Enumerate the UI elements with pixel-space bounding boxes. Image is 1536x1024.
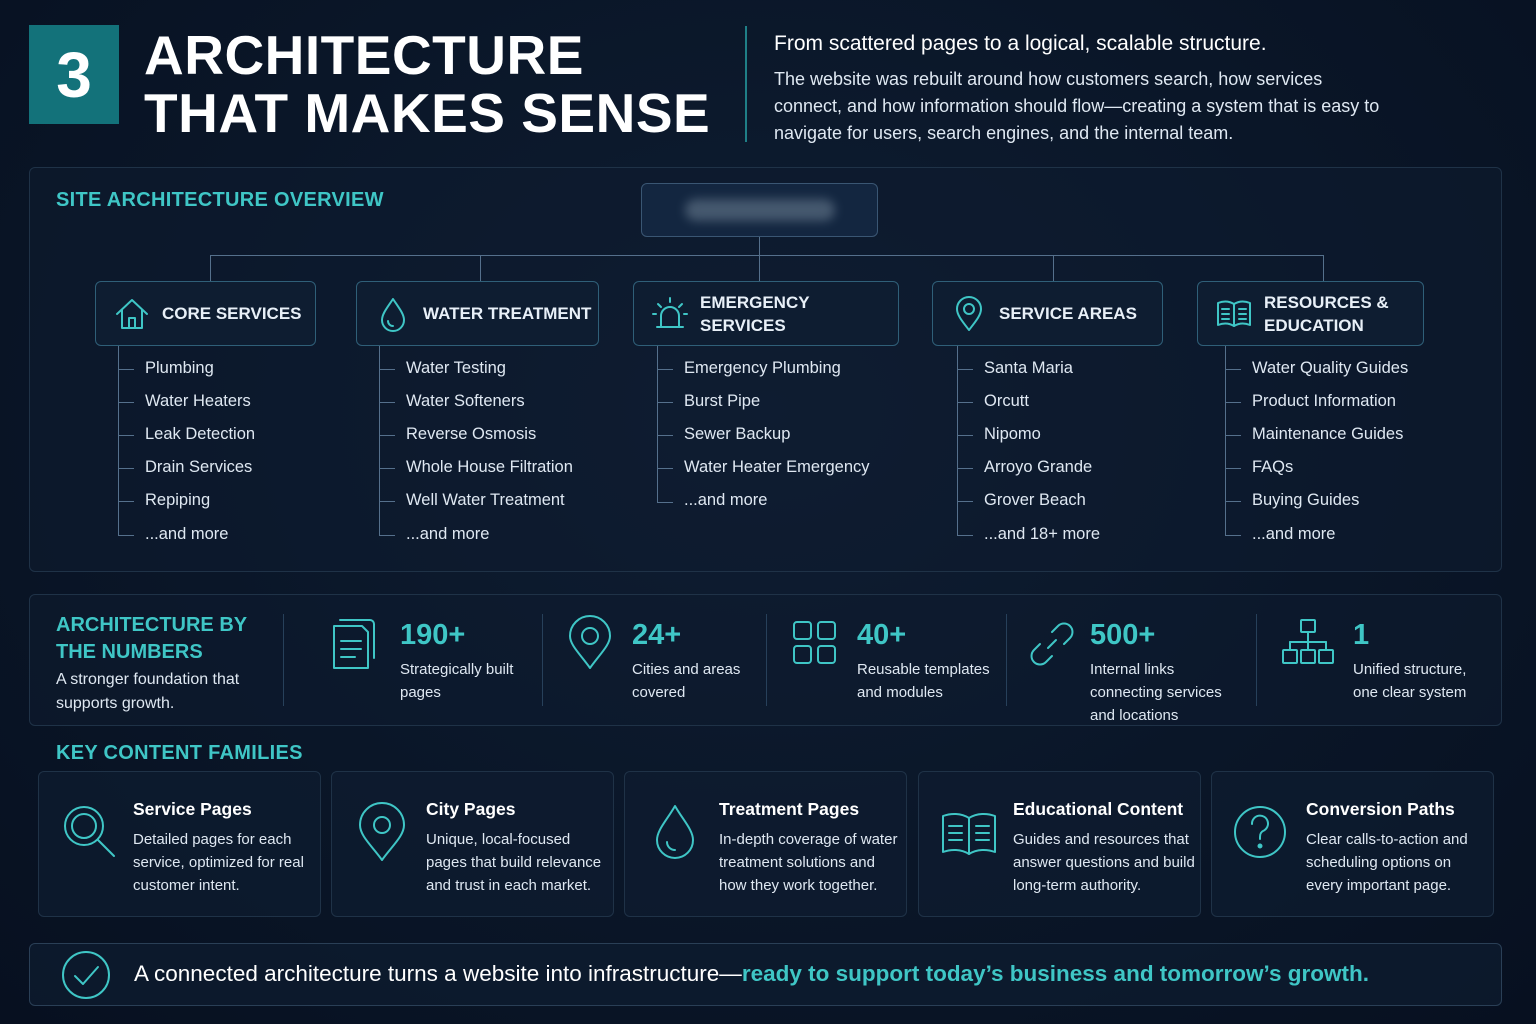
tree-item: Buying Guides	[1252, 491, 1360, 509]
water-drop-icon	[373, 294, 413, 334]
card-description: Guides and resources that answer questions and build long-term authority.	[1013, 831, 1195, 894]
stat-label: Internal links connecting services and locations	[1090, 661, 1222, 724]
tree-tick	[118, 535, 134, 536]
tree-tick	[957, 501, 973, 502]
stat-divider	[542, 614, 543, 706]
page-title: ARCHITECTURE THAT MAKES SENSE	[144, 24, 711, 144]
tree-item: Burst Pipe	[684, 392, 761, 410]
branch-drop-1	[210, 255, 211, 281]
branch-drop-3	[759, 255, 760, 281]
category-core-services	[95, 281, 316, 346]
footer-statement	[134, 961, 1369, 987]
tree-tick	[657, 402, 673, 403]
water-drop-icon	[645, 800, 705, 864]
category-label: WATER TREATMENT	[423, 304, 592, 323]
tree-item: Product Information	[1252, 392, 1396, 410]
card-title: Service Pages	[133, 799, 252, 819]
stat-value: 500+	[1090, 619, 1156, 651]
magnifier-icon	[59, 800, 119, 864]
tree-tick	[118, 402, 134, 403]
grid-icon	[788, 614, 844, 672]
family-card-educational-content	[918, 771, 1201, 917]
stat-divider	[283, 614, 284, 706]
tree-tick	[1225, 501, 1241, 502]
tree-tick	[379, 435, 395, 436]
families-title: KEY CONTENT FAMILIES	[56, 742, 303, 764]
family-card-conversion-paths	[1211, 771, 1494, 917]
map-pin-icon	[562, 614, 618, 672]
tree-line-treatment	[379, 346, 380, 536]
tree-item: Water Softeners	[406, 392, 525, 410]
tree-tick	[1225, 435, 1241, 436]
blurred-logo	[685, 199, 835, 221]
stat-label: Unified structure, one clear system	[1353, 661, 1467, 701]
stat-value: 1	[1353, 619, 1370, 651]
check-circle-icon	[60, 949, 112, 1001]
sitemap-icon	[1280, 614, 1336, 672]
map-pin-icon	[949, 294, 989, 334]
document-stack-icon	[328, 614, 384, 672]
tree-tick	[118, 369, 134, 370]
tree-tick	[957, 468, 973, 469]
tree-item: Water Testing	[406, 359, 506, 377]
numbers-subtitle: A stronger foundation that supports growth.	[56, 671, 240, 712]
stat-value: 190+	[400, 619, 466, 651]
category-service-areas	[932, 281, 1163, 346]
family-card-city-pages	[331, 771, 614, 917]
branch-drop-5	[1323, 255, 1324, 281]
intro-body: The website was rebuilt around how customers search, how services connect, and how information should flow—creating a system that is easy to navigate for users, search engines, and the internal team.	[774, 69, 1380, 143]
tree-item: ...and more	[684, 491, 768, 509]
card-title: Educational Content	[1013, 799, 1184, 819]
section-number-badge: 3	[29, 25, 119, 124]
category-water-treatment	[356, 281, 599, 346]
question-circle-icon	[1232, 800, 1292, 864]
branch-drop-2	[480, 255, 481, 281]
tree-item: Orcutt	[984, 392, 1029, 410]
map-pin-icon	[352, 800, 412, 864]
tree-item: Nipomo	[984, 425, 1041, 443]
root-connector	[759, 237, 760, 255]
tree-tick	[1225, 369, 1241, 370]
card-title: City Pages	[426, 799, 516, 819]
category-label: EMERGENCY SERVICES	[700, 292, 810, 335]
category-label: RESOURCES & EDUCATION	[1264, 292, 1389, 335]
tree-tick	[379, 402, 395, 403]
stat-value: 40+	[857, 619, 907, 651]
tree-item: Reverse Osmosis	[406, 425, 537, 443]
footer-text: A connected architecture turns a website into infrastructure—	[134, 961, 742, 986]
header-divider	[745, 26, 747, 142]
link-icon	[1024, 614, 1080, 672]
tree-tick	[657, 435, 673, 436]
tree-item: Emergency Plumbing	[684, 359, 841, 377]
stat-divider	[766, 614, 767, 706]
tree-tick	[1225, 402, 1241, 403]
footer-emphasis: ready to support today’s business and tomorrow’s growth.	[741, 961, 1369, 986]
card-description: Detailed pages for each service, optimized for real customer intent.	[133, 831, 304, 894]
tree-tick	[657, 468, 673, 469]
tree-tick	[657, 369, 673, 370]
tree-tick	[379, 468, 395, 469]
tree-line-resources	[1225, 346, 1226, 536]
tree-tick	[957, 435, 973, 436]
tree-item: Plumbing	[145, 359, 214, 377]
tree-tick	[957, 369, 973, 370]
tree-tick	[379, 369, 395, 370]
stat-value: 24+	[632, 619, 682, 651]
category-emergency-services	[633, 281, 899, 346]
tree-tick	[1225, 535, 1241, 536]
stat-divider	[1006, 614, 1007, 706]
tree-item: Maintenance Guides	[1252, 425, 1404, 443]
tree-tick	[957, 402, 973, 403]
house-icon	[112, 294, 152, 334]
category-label: CORE SERVICES	[162, 304, 302, 323]
tree-tick	[379, 535, 395, 536]
tree-line-areas	[957, 346, 958, 536]
category-resources-education	[1197, 281, 1424, 346]
stat-label: Reusable templates and modules	[857, 661, 990, 701]
tree-item: Grover Beach	[984, 491, 1086, 509]
tree-tick	[118, 468, 134, 469]
tree-item: ...and 18+ more	[984, 525, 1101, 543]
stat-label: Strategically built pages	[400, 661, 514, 701]
tree-item: Santa Maria	[984, 359, 1073, 377]
tree-tick	[957, 535, 973, 536]
tree-item: FAQs	[1252, 458, 1294, 476]
tree-item: Water Heaters	[145, 392, 251, 410]
tree-tick	[118, 435, 134, 436]
tree-tick	[657, 502, 673, 503]
tree-item: Repiping	[145, 491, 211, 509]
open-book-icon	[1214, 294, 1254, 334]
card-description: Clear calls-to-action and scheduling options on every important page.	[1306, 831, 1468, 894]
site-root-node	[641, 183, 878, 237]
stat-label: Cities and areas covered	[632, 661, 741, 701]
tree-item: Drain Services	[145, 458, 253, 476]
alarm-siren-icon	[650, 294, 690, 334]
tree-item: Sewer Backup	[684, 425, 791, 443]
tree-item: ...and more	[1252, 525, 1336, 543]
tree-item: Water Heater Emergency	[684, 458, 870, 476]
tree-line-core	[118, 346, 119, 536]
tree-tick	[379, 501, 395, 502]
tree-item: ...and more	[406, 525, 490, 543]
stat-divider	[1256, 614, 1257, 706]
intro-heading: From scattered pages to a logical, scalable structure.	[774, 32, 1267, 55]
card-description: Unique, local-focused pages that build relevance and trust in each market.	[426, 831, 602, 894]
tree-item: Arroyo Grande	[984, 458, 1093, 476]
architecture-title: SITE ARCHITECTURE OVERVIEW	[56, 189, 384, 211]
branch-drop-4	[1053, 255, 1054, 281]
tree-item: Water Quality Guides	[1252, 359, 1409, 377]
tree-item: ...and more	[145, 525, 229, 543]
open-book-icon	[939, 800, 999, 864]
card-title: Conversion Paths	[1306, 799, 1455, 819]
tree-item: Leak Detection	[145, 425, 256, 443]
category-label: SERVICE AREAS	[999, 304, 1137, 323]
tree-tick	[118, 501, 134, 502]
tree-item: Well Water Treatment	[406, 491, 565, 509]
tree-tick	[1225, 468, 1241, 469]
tree-item: Whole House Filtration	[406, 458, 573, 476]
card-title: Treatment Pages	[719, 799, 860, 819]
family-card-treatment-pages	[624, 771, 907, 917]
family-card-service-pages	[38, 771, 321, 917]
card-description: In-depth coverage of water treatment solutions and how they work together.	[719, 831, 898, 894]
branch-connector	[210, 255, 1324, 256]
numbers-title: ARCHITECTURE BY THE NUMBERS	[56, 614, 247, 663]
